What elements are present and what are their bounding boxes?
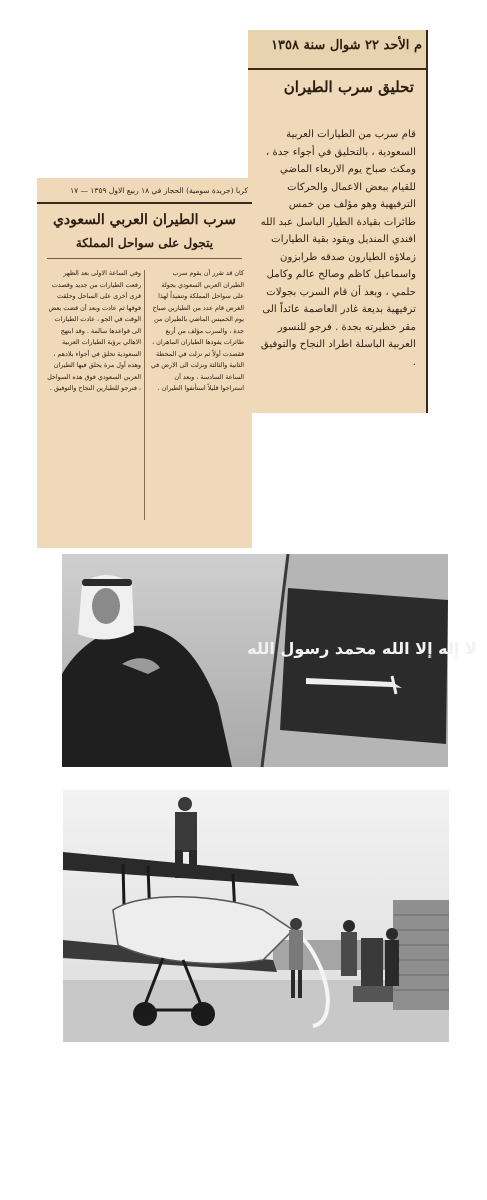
newspaper-clipping-left xyxy=(37,178,252,548)
photo-biplane-on-airfield xyxy=(63,790,449,1042)
wheel-icon xyxy=(133,1002,157,1026)
clipping-header-strip xyxy=(248,30,428,70)
clipping-column-right: كان قد تقرر أن يقوم سرب الطيران العربي السعودي بجولة على سواحل المملكة وتنفيذاً لهذا الغرض قام عدد من الطيارين صباح يوم الخميس الماضي بالطيران من جدة ، والسرب مؤلف من أربع طائرات يقودها الطياران الماهران ، فقصدت أولاً ثم نزلت في المحطة الثانية والثالثة ونزلت الى الارض في الساعة السادسة ، وبعد أن استراحوا قليلاً استأنفوا الطيران . xyxy=(150,269,244,392)
clipping-column-left: وفي الساعة الاولى بعد الظهر رفعت الطيارات من جديد وقصدت قرى أخرى على الساحل وحلقت فوقها ثم عادت وبعد أن قضت بعض الوقت في الجو ، عادت الطيارات الى قواعدها سالمة . وقد ابتهج الاهالي برؤية الطيارات العربية السعودية تحلق في أجواء بلادهم ، وهذه أول مرة يحلق فيها الطيران العربي السعودي فوق هذه السواحل ، فنرجو للطيارين النجاح والتوفيق . xyxy=(47,269,141,392)
clipping-title-rule xyxy=(47,258,242,259)
newspaper-clipping-right xyxy=(248,30,428,413)
clipping-border xyxy=(426,30,428,413)
column-divider xyxy=(144,270,145,520)
clipping-date: م الأحد ٢٢ شوال سنة ١٣٥٨ xyxy=(271,38,422,53)
clipping-dateline: كربا (جريدة سومية) الحجاز في ١٨ ربيع الاول ١٣٥٩ — ١٧ xyxy=(37,178,252,204)
photo-pilot-illustration xyxy=(62,554,477,767)
clipping-body-text: قام سرب من الطيارات العربية السعودية ، بالتحليق في أجواء جدة ، ومكث صباح يوم الاربعاء الماضي للقيام ببعض الاعمال والحركات الترفيهية وهو مؤلف من خمس طائرات بقيادة الطيار الباسل عبد الله افندي المنديل ويقود بقية الطيارات زملاؤه الطيارون صدقه طرابزون واسماعيل كاظم وصالح عالم وكامل حلمي ، وبعد أن قام السرب بجولات ترفيهية بديعة غادر العاصمة عائداً الى مقر خطيرته بجدة . فرجو للنسور العربية الباسلة اطراد النجاح والتوفيق . xyxy=(260,129,416,368)
wheel-icon xyxy=(191,1002,215,1026)
stone-building xyxy=(393,900,449,1010)
clipping-subtitle: يتجول على سواحل المملكة xyxy=(75,236,214,250)
flag-shahada-text: لا إله إلا الله محمد رسول الله xyxy=(247,639,477,658)
clipping-title: سرب الطيران العربي السعودي xyxy=(52,212,237,228)
clipping-headline: تحليق سرب الطيران xyxy=(283,78,414,96)
photo-biplane-illustration xyxy=(63,790,449,1042)
photo-pilot-with-flag xyxy=(62,554,477,767)
